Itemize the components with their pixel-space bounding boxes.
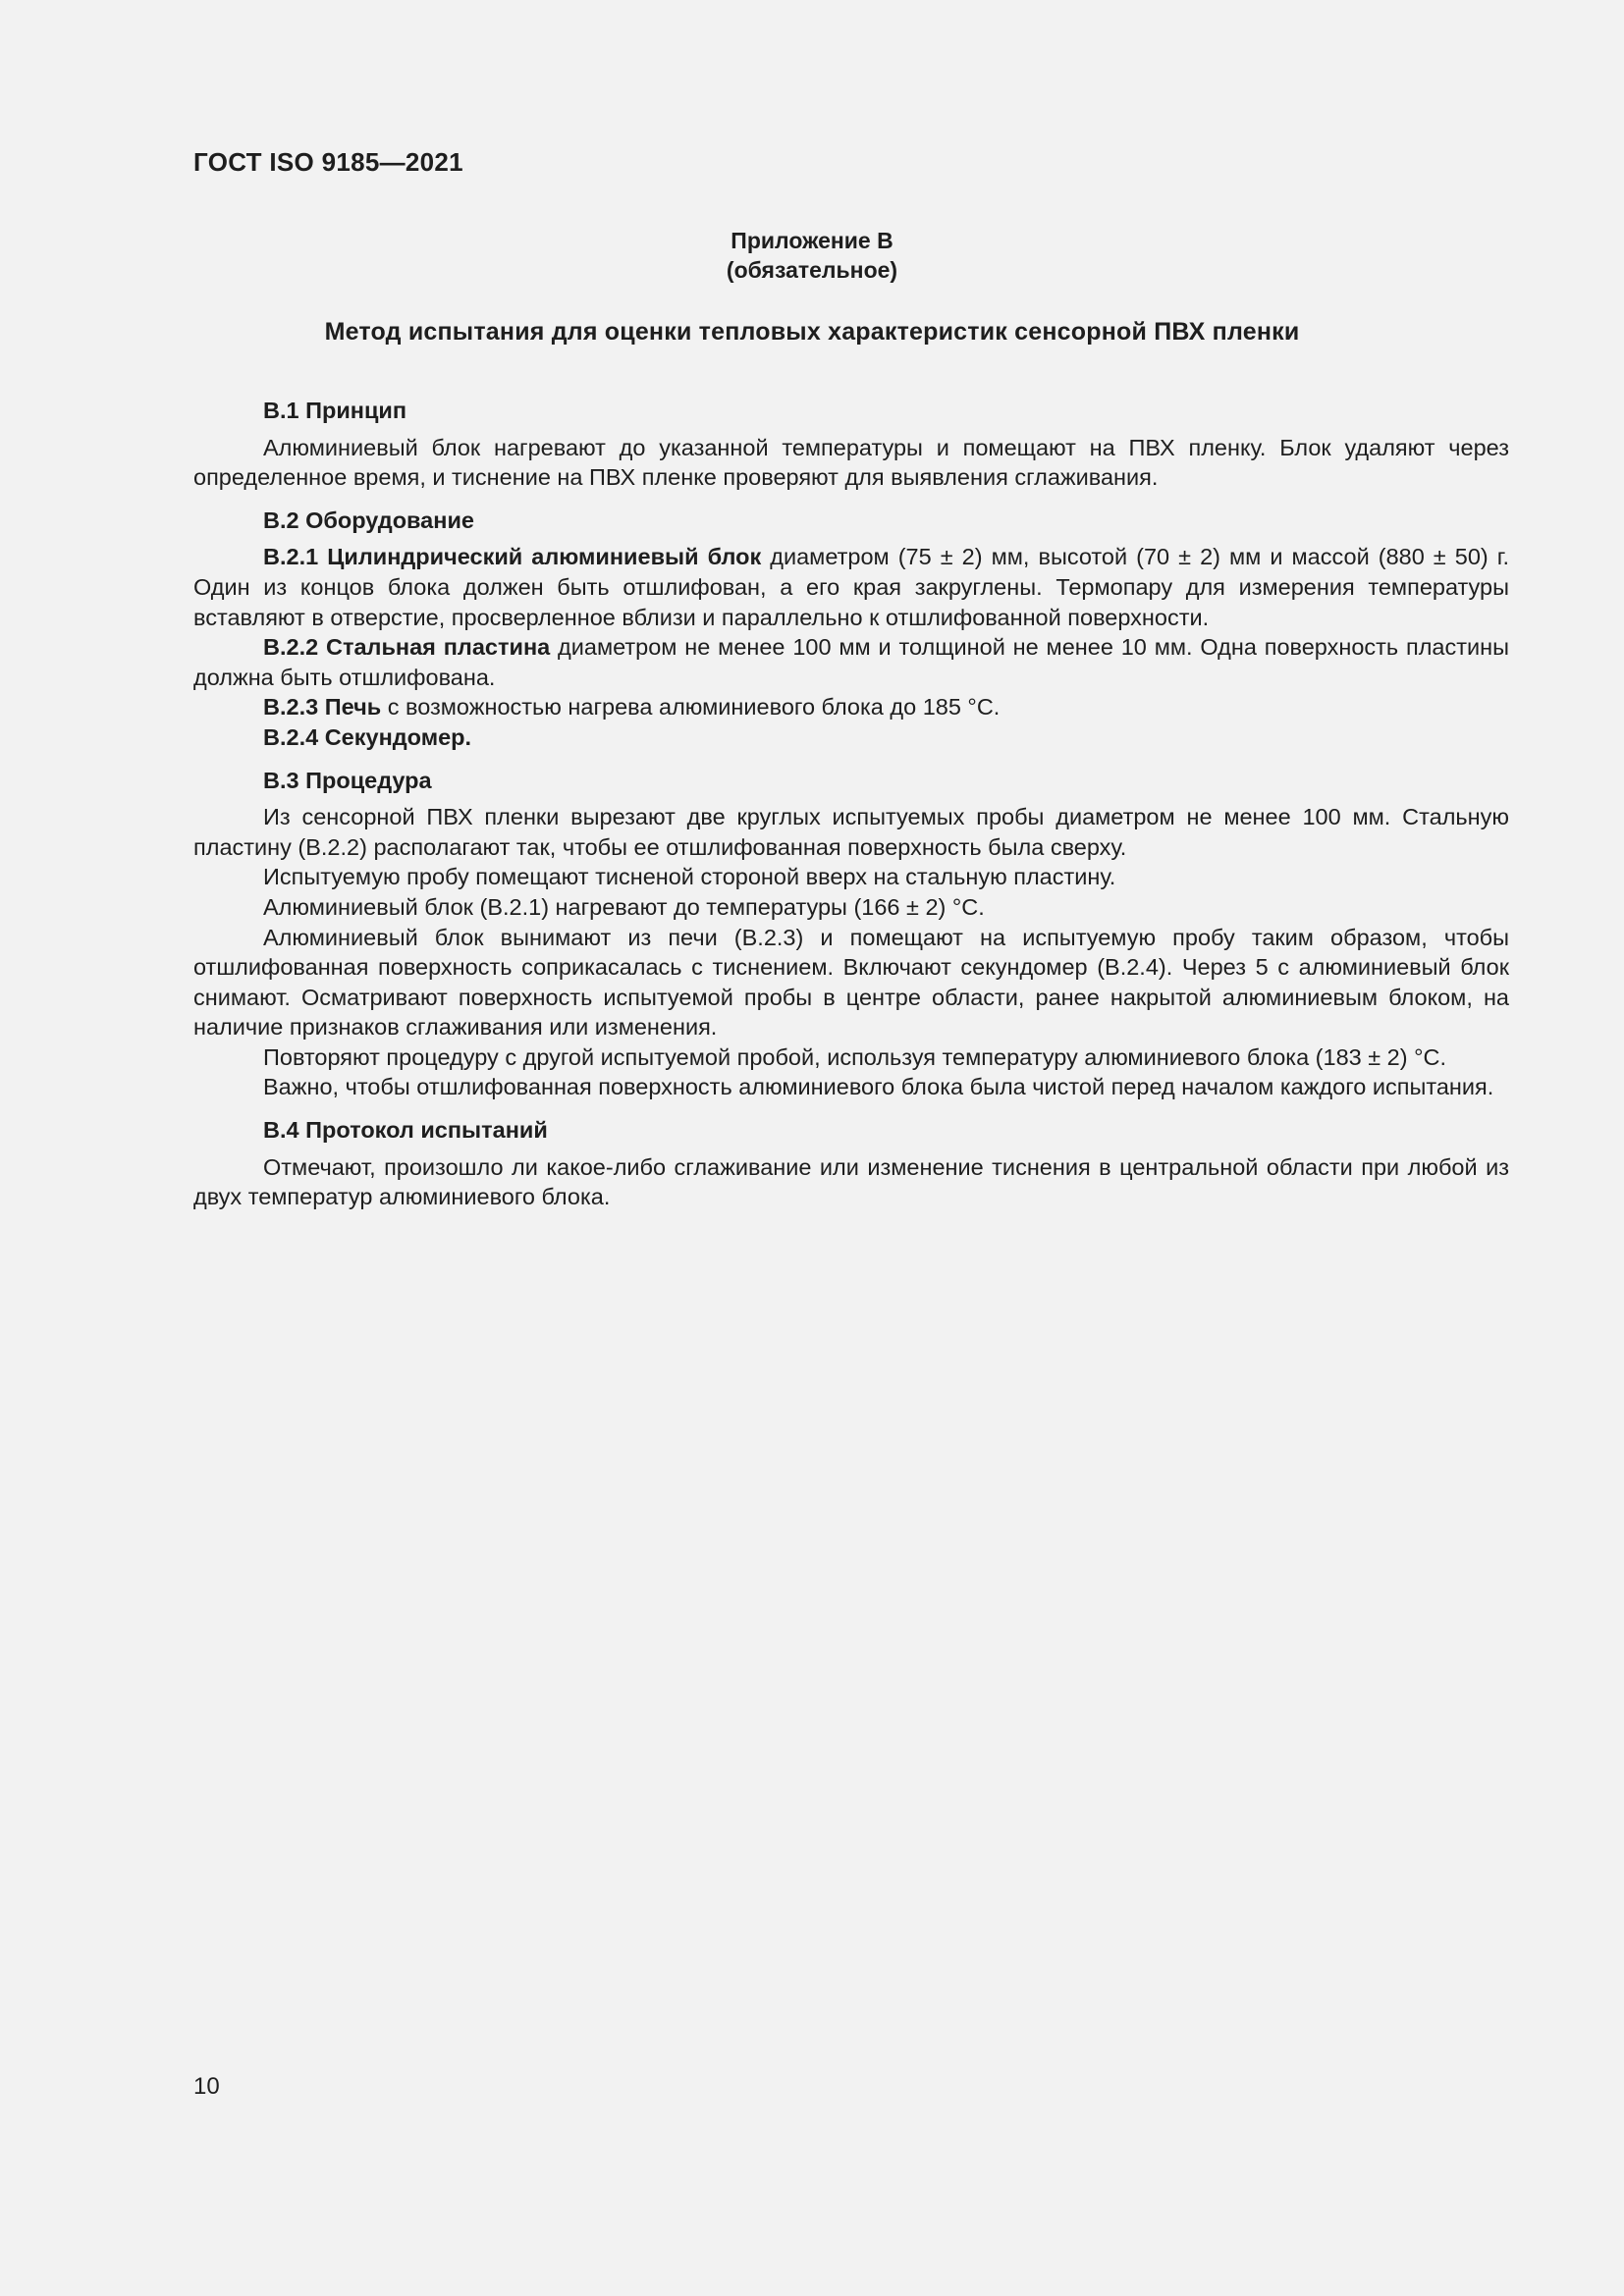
paragraph-b22	[193, 632, 1509, 692]
text-b22: диаметром не менее 100 мм и толщиной не менее 10 мм. Одна поверхность пластины должна быть отшлифована.	[193, 634, 1510, 690]
section-heading-b1: В.1 Принцип	[263, 398, 407, 423]
appendix-heading: Метод испытания для оценки тепловых характеристик сенсорной ПВХ пленки	[324, 318, 1300, 346]
term-b22: В.2.2 Стальная пластина	[263, 634, 551, 661]
paragraph-b3-3: Алюминиевый блок (В.2.1) нагревают до температуры (166 ± 2) °С.	[263, 893, 985, 920]
section-heading-b4: В.4 Протокол испытаний	[263, 1117, 548, 1144]
text-b23: с возможностью нагрева алюминиевого блока до 185 °С.	[381, 694, 1001, 721]
section-heading-b3: В.3 Процедура	[263, 767, 432, 793]
paragraph-b3-1: Из сенсорной ПВХ пленки вырезают две круглых испытуемых пробы диаметром не менее 100 мм. Стальную пластину (В.2.2) располагают так, чтобы ее отшлифованная поверхность была сверху.	[193, 804, 1509, 860]
term-b23: В.2.3 Печь	[263, 694, 382, 721]
term-b24: В.2.4 Секундомер.	[263, 723, 472, 750]
paragraph-b3-2: Испытуемую пробу помещают тисненой стороной вверх на стальную пластину.	[263, 864, 1116, 890]
appendix-title: Приложение В	[731, 228, 893, 253]
appendix-status: (обязательное)	[726, 257, 898, 283]
page-number: 10	[193, 2073, 220, 2100]
paragraph-b23	[193, 692, 1509, 722]
standard-header: ГОСТ ISO 9185—2021	[193, 147, 463, 177]
paragraph-b3-5: Повторяют процедуру с другой испытуемой пробой, используя температуру алюминиевого блока (183 ± 2) °С.	[263, 1043, 1446, 1070]
paragraph-b1-principle: Алюминиевый блок нагревают до указанной температуры и помещают на ПВХ пленку. Блок удаляют через определенное время, и тиснение на ПВХ пленке проверяют для выявления сглаживания.	[193, 434, 1509, 491]
term-b21: В.2.1 Цилиндрический алюминиевый блок	[263, 544, 762, 570]
paragraph-b4-1: Отмечают, произошло ли какое-либо сглаживание или изменение тиснения в центральной области при любой из двух температур алюминиевого блока.	[193, 1153, 1509, 1210]
paragraph-b3-6: Важно, чтобы отшлифованная поверхность алюминиевого блока была чистой перед началом каждого испытания.	[263, 1074, 1494, 1100]
paragraph-b24	[193, 722, 1509, 753]
paragraph-b21	[193, 542, 1509, 632]
document-body	[193, 396, 1509, 1212]
text-b21: диаметром (75 ± 2) мм, высотой (70 ± 2) мм и массой (880 ± 50) г. Один из концов блока должен быть отшлифован, а его края закруглены. Термопару для измерения температуры вставляют в отверстие, просверленное вблизи и параллельно к отшлифованной поверхности.	[193, 544, 1509, 630]
section-heading-b2: В.2 Оборудование	[263, 507, 474, 533]
paragraph-b3-4: Алюминиевый блок вынимают из печи (В.2.3) и помещают на испытуемую пробу таким образом, чтобы отшлифованная поверхность соприкасалась с тиснением. Включают секундомер (В.2.4). Через 5 с алюминиевый блок снимают. Осматривают поверхность испытуемой пробы в центре области, ранее накрытой алюминиевым блоком, на наличие признаков сглаживания или изменения.	[193, 924, 1509, 1041]
